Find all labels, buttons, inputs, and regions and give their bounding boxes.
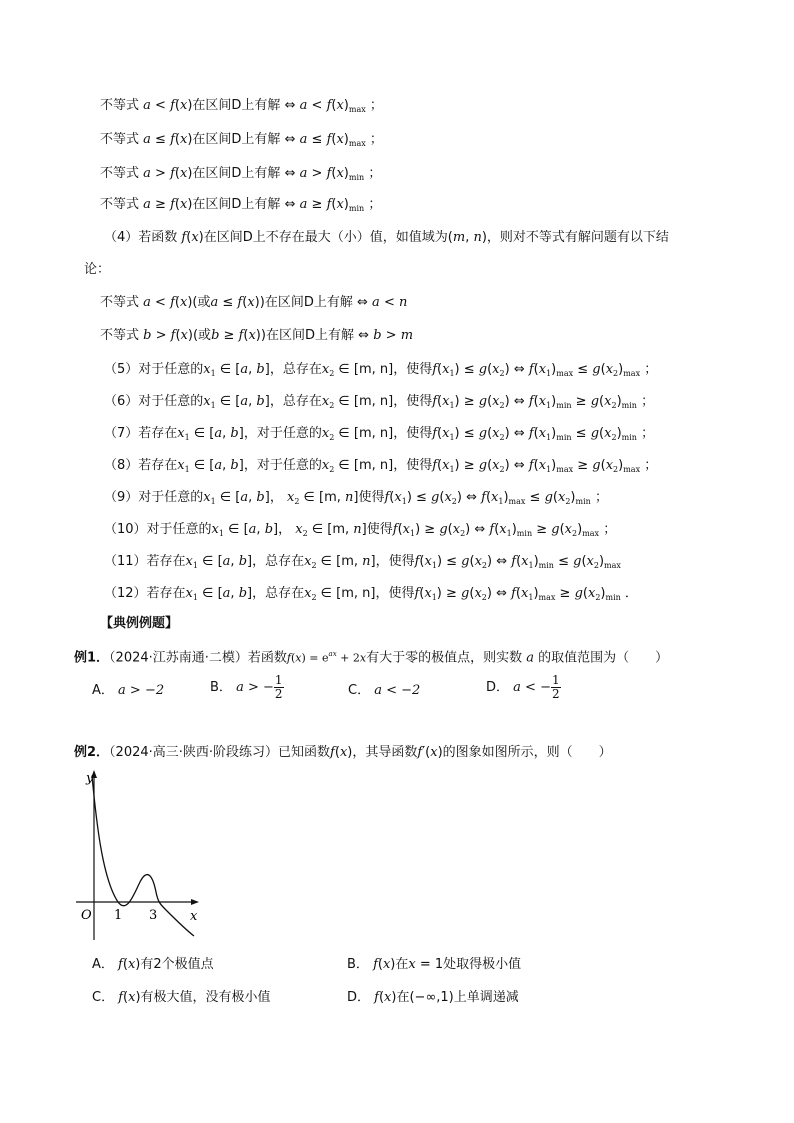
x-axis-label: x: [190, 909, 198, 924]
rule-item-8: （8）若存在$x_1$ ∈ [a, b]，对于任意的$x_2$ ∈ [m, n]，使得$f(x_1) \ge g(x_2)$ ⇔ $f(x_1)_{max} \ge g(x_2)_{max}$ ；: [104, 458, 658, 474]
example-1-stem: 例1．（2024·江苏南通·二模）若函数$f(x) = e^{ax} + 2x$有大于零的极值点，则实数 a 的取值范围为（ ）: [74, 650, 669, 666]
tick-label-1: 1: [114, 908, 123, 923]
example-1-option-b[interactable]: B． a > − $\frac{1}{2}$: [210, 673, 283, 701]
rule-item-4: （4）若函数 f(x)在区间D上不存在最大（小）值，如值域为(m, n)，则对不等式有解问题有以下结: [104, 230, 669, 245]
rule-item-10: （10）对于任意的$x_1$ ∈ [a, b]， $x_2$ ∈ [m, n]使得$f(x_1) \ge g(x_2)$ ⇔ $f(x_1)_{min} \ge g(x_2)_{max}$ ；: [104, 522, 617, 538]
rule-line-3: 不等式 a > f(x)在区间D上有解 ⇔ $a > f(x)_{min}$ ；: [100, 166, 382, 182]
example-1-option-c[interactable]: C． a < −2: [348, 683, 421, 698]
example-1-option-d[interactable]: D． a < − $\frac{1}{2}$: [486, 673, 560, 701]
rule-line-4: 不等式 a ≥ f(x)在区间D上有解 ⇔ $a \ge f(x)_{min}$ ；: [100, 197, 382, 213]
example-2-stem: 例2．（2024·高三·陕西·阶段练习）已知函数f(x)，其导函数f′(x)的图象如图所示，则（ ）: [74, 745, 612, 760]
x-axis-arrow: [191, 899, 199, 905]
origin-label: O: [81, 908, 92, 923]
rule-item-5: （5）对于任意的$x_1$ ∈ [a, b]，总存在$x_2$ ∈ [m, n]，使得$f(x_1) \le g(x_2)$ ⇔ $f(x_1)_{max} \le g(x_2)_{max}$ ；: [104, 362, 658, 378]
rule-item-4-line-1: 不等式 a < f(x)(或a ≤ f(x))在区间D上有解 ⇔ a < n: [100, 295, 408, 310]
example-2-option-a[interactable]: A． f(x)有2个极值点: [92, 957, 214, 972]
rule-item-12: （12）若存在$x_1$ ∈ [a, b]，总存在$x_2$ ∈ [m, n]，使得$f(x_1) \ge g(x_2)$ ⇔ $f(x_1)_{max} \ge g(x_2)_{min}$ ．: [104, 586, 638, 602]
rule-item-7: （7）若存在$x_1$ ∈ [a, b]，对于任意的$x_2$ ∈ [m, n]，使得$f(x_1) \le g(x_2)$ ⇔ $f(x_1)_{min} \le g(x_2)_{min}$ ；: [104, 426, 655, 442]
rule-line-1: 不等式 a < f(x)在区间D上有解 ⇔ $a < f(x)_{max}$ ；: [100, 98, 383, 114]
curve-f-prime: [92, 776, 194, 936]
rule-item-4-cont: 论：: [84, 262, 111, 277]
rule-item-11: （11）若存在$x_1$ ∈ [a, b]，总存在$x_2$ ∈ [m, n]，使得$f(x_1) \le g(x_2)$ ⇔ $f(x_1)_{min} \le g(x_2)_{max}$: [104, 554, 621, 570]
section-title: 【典例例题】: [100, 616, 179, 631]
derivative-graph: [72, 768, 212, 948]
example-2-option-d[interactable]: D． f(x)在(−∞,1)上单调递减: [347, 990, 519, 1005]
rule-item-6: （6）对于任意的$x_1$ ∈ [a, b]，总存在$x_2$ ∈ [m, n]，使得$f(x_1) \ge g(x_2)$ ⇔ $f(x_1)_{min} \ge g(x_2)_{min}$ ；: [104, 394, 655, 410]
rule-line-2: 不等式 a ≤ f(x)在区间D上有解 ⇔ $a \le f(x)_{max}$ ；: [100, 132, 383, 148]
rule-item-9: （9）对于任意的$x_1$ ∈ [a, b]， $x_2$ ∈ [m, n]使得$f(x_1) \le g(x_2)$ ⇔ $f(x_1)_{max} \le g(x_2)_{min}$ ；: [104, 490, 608, 506]
tick-label-3: 3: [149, 908, 158, 923]
example-2-option-b[interactable]: B． f(x)在x = 1处取得极小值: [347, 957, 522, 972]
rule-item-4-line-2: 不等式 b > f(x)(或b ≥ f(x))在区间D上有解 ⇔ b > m: [100, 328, 414, 343]
y-axis-label: y: [86, 771, 94, 786]
fraction: $\frac{1}{2}$: [551, 673, 560, 701]
fraction: $\frac{1}{2}$: [274, 673, 283, 701]
example-2-option-c[interactable]: C． f(x)有极大值，没有极小值: [92, 990, 271, 1005]
example-1-option-a[interactable]: A． a > −2: [92, 683, 165, 698]
